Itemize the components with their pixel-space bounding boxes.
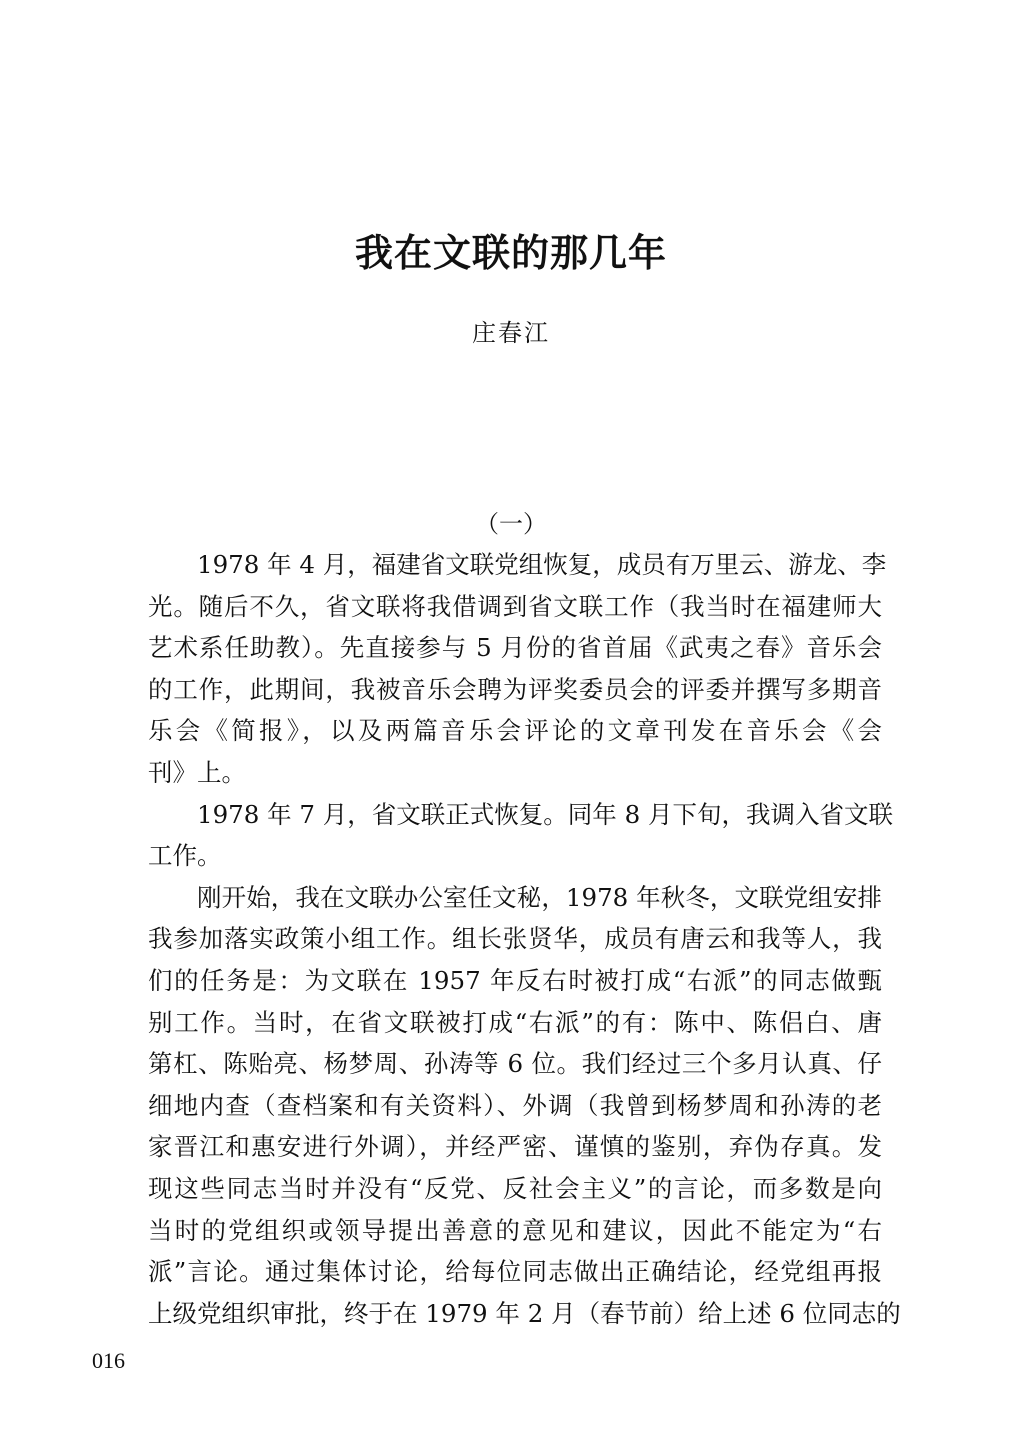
text-line: 别工作。当时，在省文联被打成“右派”的有：陈中、陈侣白、唐 <box>148 1007 882 1037</box>
text-line: 光。随后不久，省文联将我借调到省文联工作（我当时在福建师大 <box>148 591 882 621</box>
text-line: 我参加落实政策小组工作。组长张贤华，成员有唐云和我等人，我 <box>148 924 882 954</box>
section-heading: （一） <box>475 510 547 538</box>
text-line: 当时的党组织或领导提出善意的意见和建议，因此不能定为“右 <box>148 1215 882 1245</box>
text-line: 第杠、陈贻亮、杨梦周、孙涛等 6 位。我们经过三个多月认真、仔 <box>148 1049 882 1079</box>
text-line: 现这些同志当时并没有“反党、反社会主义”的言论，而多数是向 <box>148 1173 882 1203</box>
text-line: 1978 年 7 月，省文联正式恢复。同年 8 月下旬，我调入省文联 <box>197 799 893 829</box>
text-line: 工作。 <box>148 841 222 871</box>
text-line: 刚开始，我在文联办公室任文秘，1978 年秋冬，文联党组安排 <box>197 882 882 912</box>
text-line: 的工作，此期间，我被音乐会聘为评奖委员会的评委并撰写多期音 <box>148 674 882 704</box>
text-line: 艺术系任助教）。先直接参与 5 月份的省首届《武夷之春》音乐会 <box>148 633 882 663</box>
text-line: 刊》上。 <box>148 757 246 787</box>
article-title: 我在文联的那几年 <box>354 230 667 275</box>
text-line: 乐会《简报》，以及两篇音乐会评论的文章刊发在音乐会《会 <box>148 716 882 746</box>
text-line: 们的任务是：为文联在 1957 年反右时被打成“右派”的同志做甄 <box>148 965 882 995</box>
text-line: 上级党组织审批，终于在 1979 年 2 月（春节前）给上述 6 位同志的 <box>148 1298 901 1328</box>
author-name: 庄春江 <box>472 319 550 347</box>
article-body <box>148 544 901 1334</box>
text-line: 派”言论。通过集体讨论，给每位同志做出正确结论，经党组再报 <box>148 1257 882 1287</box>
text-line: 家晋江和惠安进行外调），并经严密、谨慎的鉴别，弃伪存真。发 <box>148 1132 882 1162</box>
text-line: 1978 年 4 月，福建省文联党组恢复，成员有万里云、游龙、李 <box>197 550 887 579</box>
text-line: 细地内查（查档案和有关资料）、外调（我曾到杨梦周和孙涛的老 <box>148 1090 882 1120</box>
page-number: 016 <box>92 1348 125 1373</box>
